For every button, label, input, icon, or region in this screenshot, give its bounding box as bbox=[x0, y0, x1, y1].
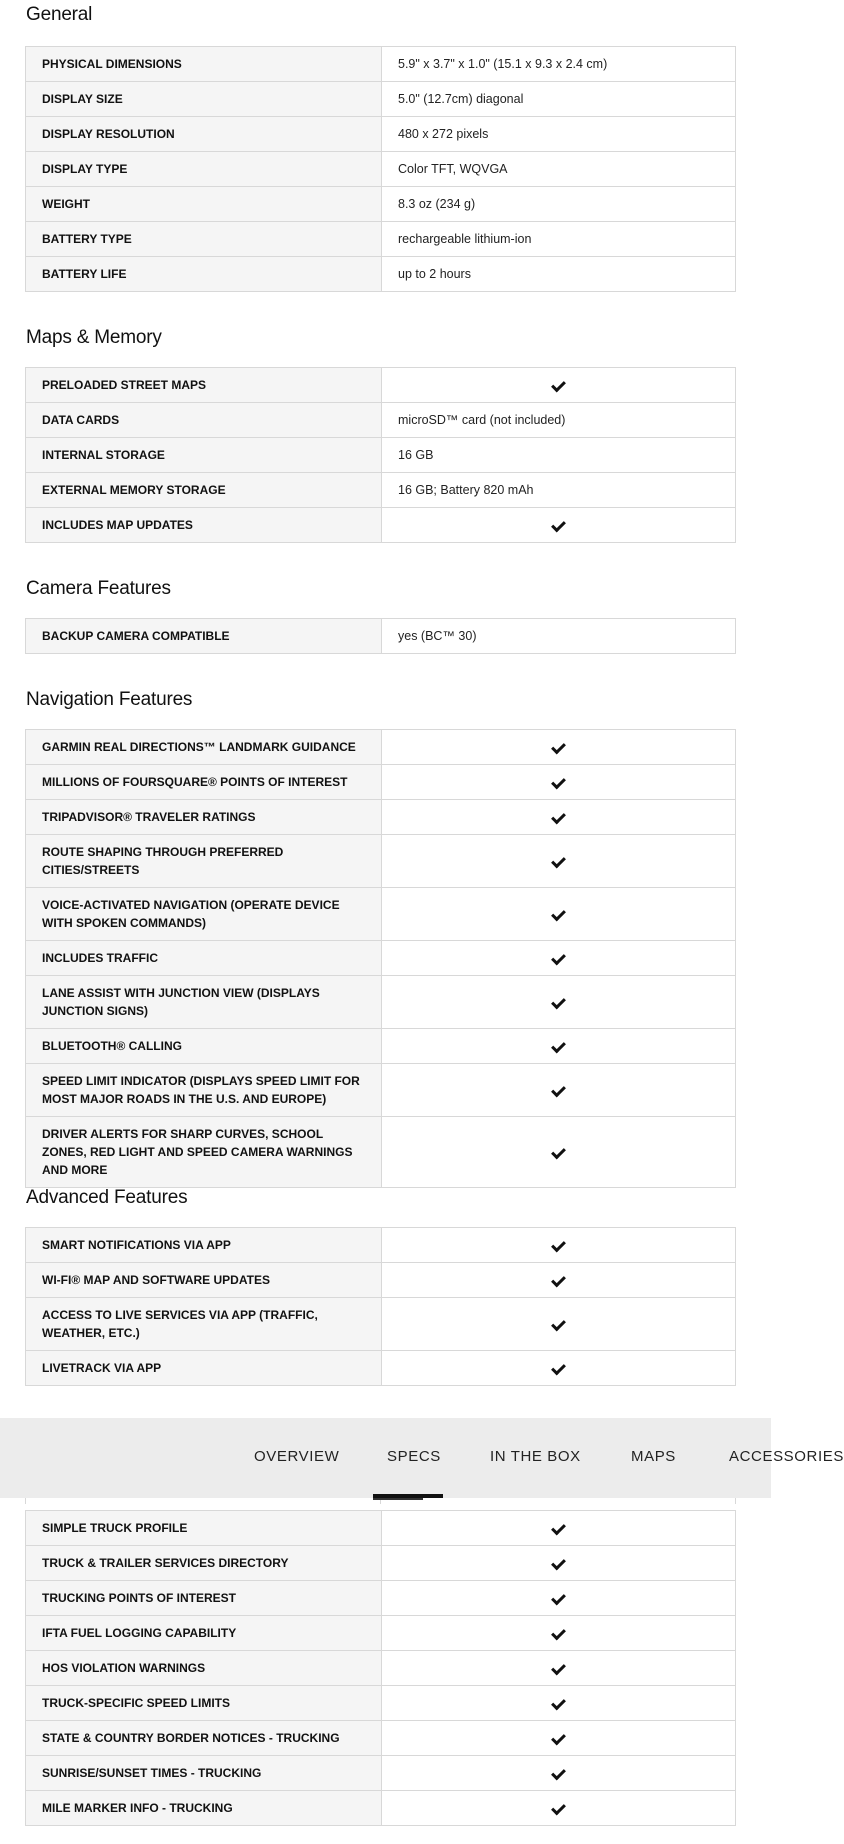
spec-value-check bbox=[382, 368, 736, 403]
spec-table-advanced-features bbox=[25, 1227, 736, 1386]
spec-label: INCLUDES TRAFFIC bbox=[26, 941, 382, 976]
spec-label: BACKUP CAMERA COMPATIBLE bbox=[26, 619, 382, 654]
checkmark-icon bbox=[551, 1626, 566, 1641]
checkmark-icon bbox=[551, 907, 566, 922]
spec-value-check bbox=[382, 888, 736, 941]
tab-accessories[interactable]: ACCESSORIES bbox=[729, 1448, 844, 1465]
spec-label: SPEED LIMIT INDICATOR (DISPLAYS SPEED LIMIT FOR MOST MAJOR ROADS IN THE U.S. AND EUROPE) bbox=[26, 1064, 382, 1117]
spec-label: TRUCK & TRAILER SERVICES DIRECTORY bbox=[26, 1546, 382, 1581]
spec-value-check bbox=[382, 976, 736, 1029]
spec-label: WEIGHT bbox=[26, 187, 382, 222]
checkmark-icon bbox=[551, 951, 566, 966]
section-title-advanced-features: Advanced Features bbox=[26, 1187, 188, 1208]
spec-row bbox=[26, 1546, 736, 1581]
section-title-navigation-features: Navigation Features bbox=[26, 689, 193, 710]
spec-label: DISPLAY SIZE bbox=[26, 82, 382, 117]
checkmark-icon bbox=[551, 1731, 566, 1746]
spec-row bbox=[26, 976, 736, 1029]
spec-row bbox=[26, 619, 736, 654]
spec-value-check bbox=[382, 1228, 736, 1263]
spec-value-check bbox=[382, 1511, 736, 1546]
spec-table-camera-features bbox=[25, 618, 736, 654]
spec-value-check bbox=[382, 941, 736, 976]
spec-row bbox=[26, 117, 736, 152]
tab-overview[interactable]: OVERVIEW bbox=[254, 1448, 340, 1465]
spec-row bbox=[26, 1651, 736, 1686]
spec-label: SIMPLE TRUCK PROFILE bbox=[26, 1511, 382, 1546]
spec-value-check bbox=[382, 1263, 736, 1298]
spec-label: LANE ASSIST WITH JUNCTION VIEW (DISPLAYS JUNCTION SIGNS) bbox=[26, 976, 382, 1029]
spec-row bbox=[26, 765, 736, 800]
spec-value-check bbox=[382, 1791, 736, 1826]
tab-specs[interactable]: SPECS bbox=[387, 1448, 441, 1465]
spec-label: ACCESS TO LIVE SERVICES VIA APP (TRAFFIC, WEATHER, ETC.) bbox=[26, 1298, 382, 1351]
spec-label: PHYSICAL DIMENSIONS bbox=[26, 47, 382, 82]
spec-value: 480 x 272 pixels bbox=[382, 117, 736, 152]
spec-value-check bbox=[382, 730, 736, 765]
spec-label: PRELOADED STREET MAPS bbox=[26, 368, 382, 403]
spec-label: BATTERY TYPE bbox=[26, 222, 382, 257]
spec-row bbox=[26, 187, 736, 222]
spec-value-check bbox=[382, 1686, 736, 1721]
spec-label: IFTA FUEL LOGGING CAPABILITY bbox=[26, 1616, 382, 1651]
spec-row bbox=[26, 888, 736, 941]
spec-row bbox=[26, 1721, 736, 1756]
spec-label: HOS VIOLATION WARNINGS bbox=[26, 1651, 382, 1686]
spec-value-check bbox=[382, 1756, 736, 1791]
spec-value-check bbox=[382, 765, 736, 800]
spec-value: 16 GB; Battery 820 mAh bbox=[382, 473, 736, 508]
spec-table-navigation-features bbox=[25, 729, 736, 1188]
checkmark-icon bbox=[551, 775, 566, 790]
spec-label: MILE MARKER INFO - TRUCKING bbox=[26, 1791, 382, 1826]
spec-label: DISPLAY RESOLUTION bbox=[26, 117, 382, 152]
spec-table-truck-features bbox=[25, 1510, 736, 1826]
spec-label: LIVETRACK VIA APP bbox=[26, 1351, 382, 1386]
spec-label: TRUCK-SPECIFIC SPEED LIMITS bbox=[26, 1686, 382, 1721]
spec-row bbox=[26, 1791, 736, 1826]
spec-label: BATTERY LIFE bbox=[26, 257, 382, 292]
checkmark-icon bbox=[551, 1317, 566, 1332]
section-title-camera-features: Camera Features bbox=[26, 578, 171, 599]
tab-in-the-box[interactable]: IN THE BOX bbox=[490, 1448, 581, 1465]
spec-value-check bbox=[382, 1351, 736, 1386]
spec-value: up to 2 hours bbox=[382, 257, 736, 292]
spec-value: 8.3 oz (234 g) bbox=[382, 187, 736, 222]
spec-row bbox=[26, 403, 736, 438]
spec-label: DRIVER ALERTS FOR SHARP CURVES, SCHOOL ZONES, RED LIGHT AND SPEED CAMERA WARNINGS AND MORE bbox=[26, 1117, 382, 1188]
checkmark-icon bbox=[551, 1145, 566, 1160]
spec-value: rechargeable lithium-ion bbox=[382, 222, 736, 257]
spec-row bbox=[26, 1581, 736, 1616]
spec-row bbox=[26, 1029, 736, 1064]
spec-value: 5.9" x 3.7" x 1.0" (15.1 x 9.3 x 2.4 cm) bbox=[382, 47, 736, 82]
checkmark-icon bbox=[551, 378, 566, 393]
checkmark-icon bbox=[551, 1591, 566, 1606]
checkmark-icon bbox=[551, 1766, 566, 1781]
spec-value: microSD™ card (not included) bbox=[382, 403, 736, 438]
product-tab-bar bbox=[0, 1418, 844, 1498]
checkmark-icon bbox=[551, 1696, 566, 1711]
spec-label: BLUETOOTH® CALLING bbox=[26, 1029, 382, 1064]
spec-row bbox=[26, 152, 736, 187]
checkmark-icon bbox=[551, 810, 566, 825]
spec-value-check bbox=[382, 1616, 736, 1651]
spec-label: EXTERNAL MEMORY STORAGE bbox=[26, 473, 382, 508]
spec-label: STATE & COUNTRY BORDER NOTICES - TRUCKING bbox=[26, 1721, 382, 1756]
section-title-maps-memory: Maps & Memory bbox=[26, 327, 162, 348]
spec-label: GARMIN REAL DIRECTIONS™ LANDMARK GUIDANCE bbox=[26, 730, 382, 765]
spec-value-check bbox=[382, 835, 736, 888]
checkmark-icon bbox=[551, 1801, 566, 1816]
spec-row bbox=[26, 941, 736, 976]
spec-row bbox=[26, 257, 736, 292]
spec-row bbox=[26, 222, 736, 257]
checkmark-icon bbox=[551, 1556, 566, 1571]
spec-value-check bbox=[382, 1581, 736, 1616]
tab-maps[interactable]: MAPS bbox=[631, 1448, 676, 1465]
spec-row bbox=[26, 1263, 736, 1298]
spec-value-check bbox=[382, 1117, 736, 1188]
spec-row bbox=[26, 835, 736, 888]
spec-value: 5.0" (12.7cm) diagonal bbox=[382, 82, 736, 117]
spec-row bbox=[26, 1686, 736, 1721]
spec-value-check bbox=[382, 1546, 736, 1581]
spec-label: TRIPADVISOR® TRAVELER RATINGS bbox=[26, 800, 382, 835]
spec-row bbox=[26, 438, 736, 473]
spec-label: INTERNAL STORAGE bbox=[26, 438, 382, 473]
spec-row bbox=[26, 1117, 736, 1188]
checkmark-icon bbox=[551, 1361, 566, 1376]
checkmark-icon bbox=[551, 995, 566, 1010]
spec-row bbox=[26, 473, 736, 508]
spec-table-general bbox=[25, 46, 736, 292]
checkmark-icon bbox=[551, 518, 566, 533]
checkmark-icon bbox=[551, 1273, 566, 1288]
spec-row bbox=[26, 1351, 736, 1386]
spec-label: DATA CARDS bbox=[26, 403, 382, 438]
spec-row bbox=[26, 82, 736, 117]
spec-row bbox=[26, 1228, 736, 1263]
spec-row bbox=[26, 1756, 736, 1791]
spec-row bbox=[26, 1616, 736, 1651]
spec-label: MILLIONS OF FOURSQUARE® POINTS OF INTEREST bbox=[26, 765, 382, 800]
spec-table-maps-memory bbox=[25, 367, 736, 543]
checkmark-icon bbox=[551, 1661, 566, 1676]
checkmark-icon bbox=[551, 854, 566, 869]
spec-label: SUNRISE/SUNSET TIMES - TRUCKING bbox=[26, 1756, 382, 1791]
checkmark-icon bbox=[551, 1083, 566, 1098]
hidden-row-remnant bbox=[0, 1498, 771, 1504]
spec-row bbox=[26, 368, 736, 403]
spec-value: Color TFT, WQVGA bbox=[382, 152, 736, 187]
spec-value: yes (BC™ 30) bbox=[382, 619, 736, 654]
spec-label: INCLUDES MAP UPDATES bbox=[26, 508, 382, 543]
spec-row bbox=[26, 800, 736, 835]
checkmark-icon bbox=[551, 1238, 566, 1253]
spec-row bbox=[26, 730, 736, 765]
checkmark-icon bbox=[551, 1521, 566, 1536]
spec-value-check bbox=[382, 508, 736, 543]
spec-label: SMART NOTIFICATIONS VIA APP bbox=[26, 1228, 382, 1263]
spec-label: DISPLAY TYPE bbox=[26, 152, 382, 187]
spec-label: ROUTE SHAPING THROUGH PREFERRED CITIES/STREETS bbox=[26, 835, 382, 888]
checkmark-icon bbox=[551, 740, 566, 755]
spec-label: WI-FI® MAP AND SOFTWARE UPDATES bbox=[26, 1263, 382, 1298]
spec-label: VOICE-ACTIVATED NAVIGATION (OPERATE DEVICE WITH SPOKEN COMMANDS) bbox=[26, 888, 382, 941]
spec-row bbox=[26, 1298, 736, 1351]
spec-row bbox=[26, 47, 736, 82]
spec-label: TRUCKING POINTS OF INTEREST bbox=[26, 1581, 382, 1616]
spec-value: 16 GB bbox=[382, 438, 736, 473]
spec-row bbox=[26, 1064, 736, 1117]
spec-value-check bbox=[382, 1064, 736, 1117]
spec-row bbox=[26, 508, 736, 543]
spec-value-check bbox=[382, 1029, 736, 1064]
spec-row bbox=[26, 1511, 736, 1546]
spec-value-check bbox=[382, 1651, 736, 1686]
checkmark-icon bbox=[551, 1039, 566, 1054]
spec-value-check bbox=[382, 1298, 736, 1351]
section-title-general: General bbox=[26, 4, 93, 25]
spec-value-check bbox=[382, 800, 736, 835]
spec-value-check bbox=[382, 1721, 736, 1756]
